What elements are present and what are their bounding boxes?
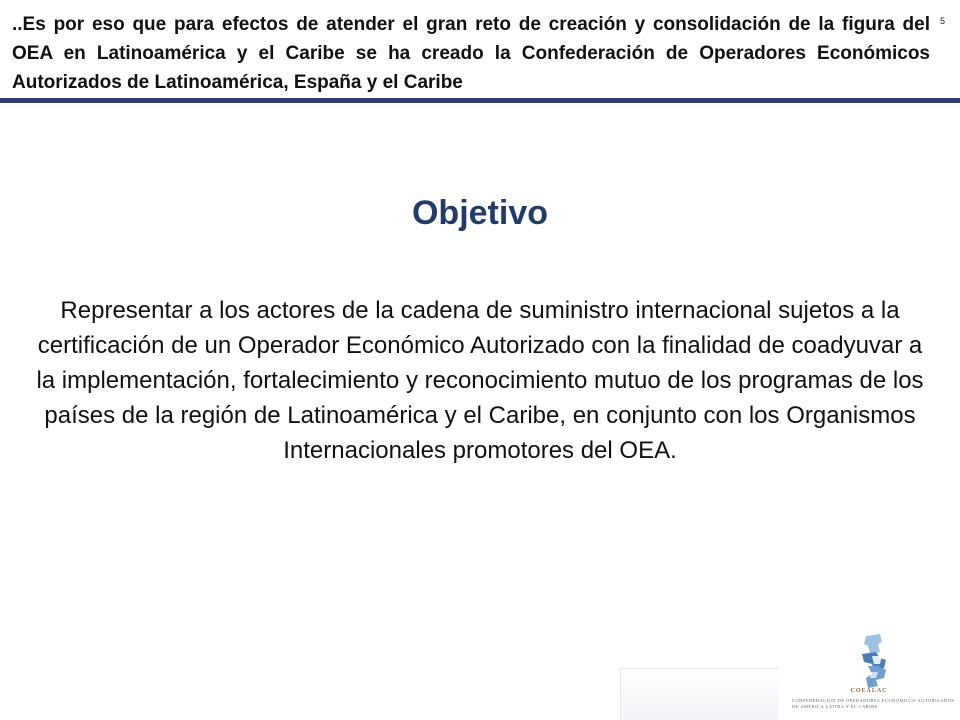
coealac-logo [778,610,960,720]
logo-backdrop [620,668,780,720]
slide-number: 5 [940,16,946,26]
header-divider [0,98,960,103]
logo-caption-line-2: DE AMÉRICA LATINA Y EL CARIBE [792,704,878,709]
slide-header-text: ..Es por eso que para efectos de atender el gran reto de creación y consolidación de la figura del OEA en Latinoamérica y el Caribe se ha creado la Confederación de Operadores Económicos Autorizados de Latinoamérica, España y el Caribe [12,14,930,93]
objective-title: Objetivo [411,194,549,232]
coealac-logo-icon [856,634,892,688]
logo-caption-line-1: CONFEDERACIÓN DE OPERADORES ECONÓMICOS AUTORIZADOS [792,698,955,703]
logo-acronym: COEALAC [850,688,888,694]
objective-body: Representar a los actores de la cadena de suministro internacional sujetos a la certificación de un Operador Económico Autorizado con la finalidad de coadyuvar a la implementación, fortalecimiento y reconocimiento mutuo de los programas de los países de la región de Latinoamérica y el Caribe, en conjunto con los Organismos Internacionales promotores del OEA. [36,297,924,464]
logo-caption [792,698,957,710]
